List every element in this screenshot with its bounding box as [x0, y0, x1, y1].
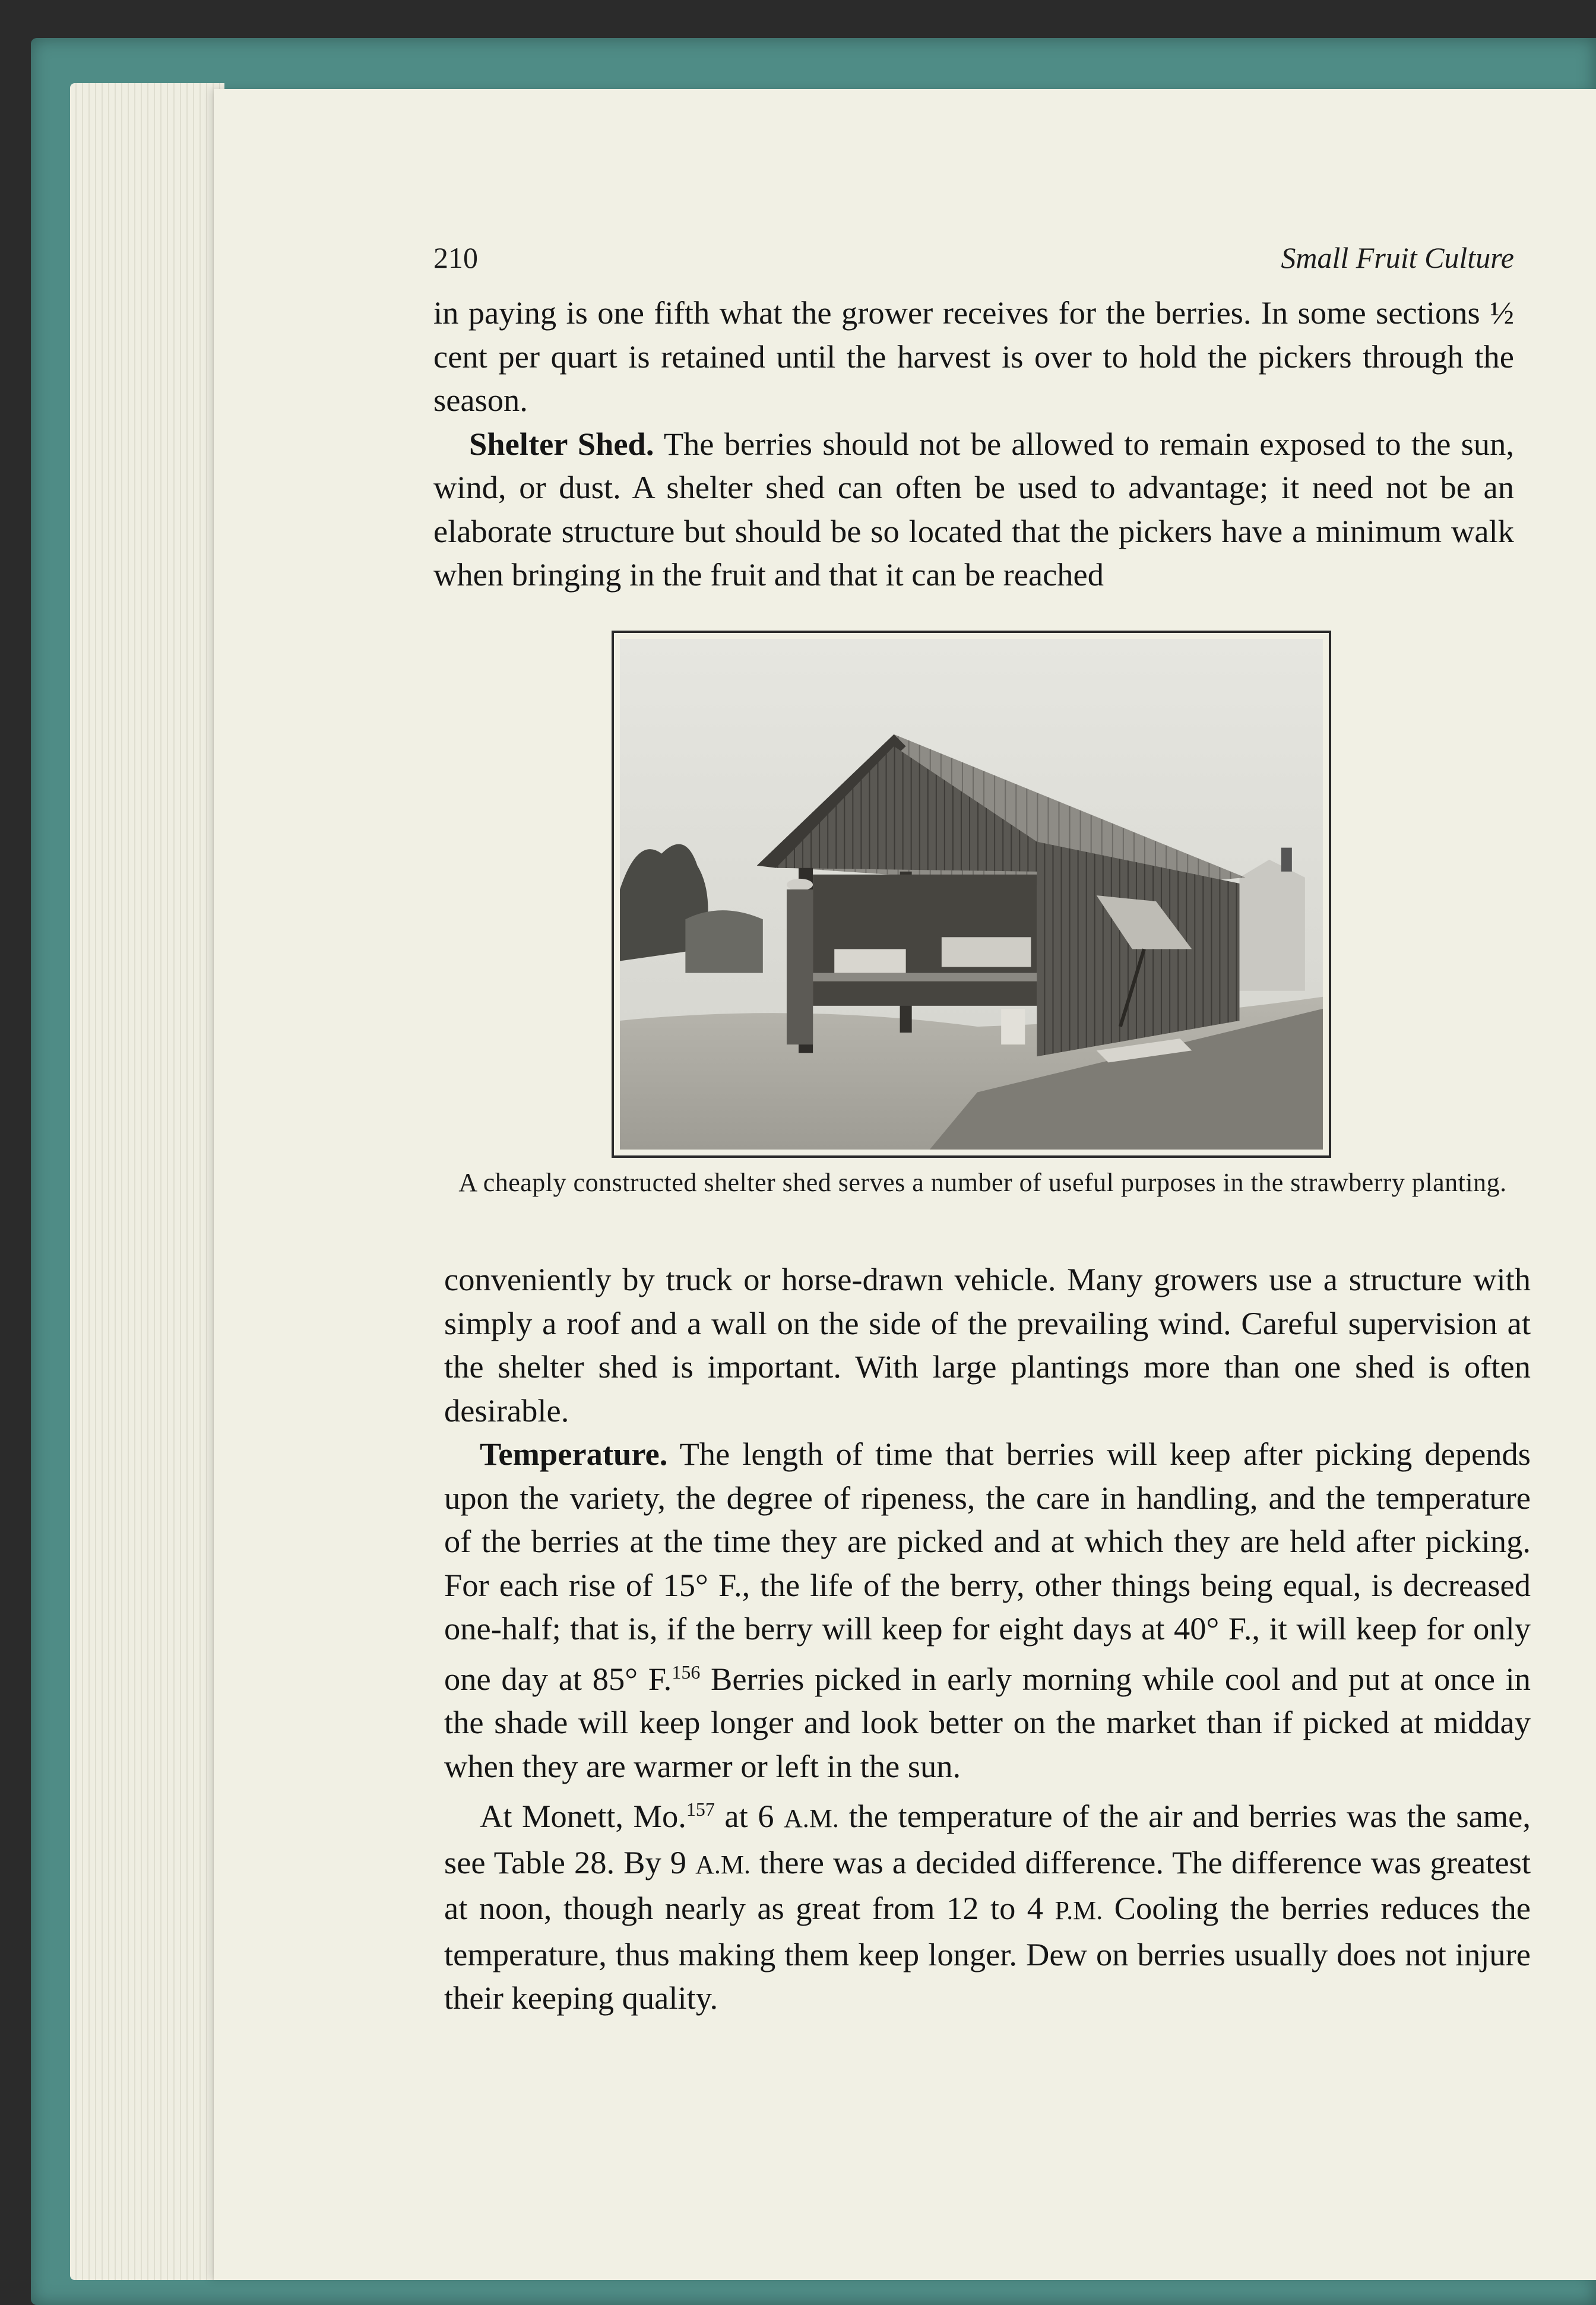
shelter-shed-photo — [612, 631, 1331, 1158]
monett-text-b: at 6 — [714, 1798, 784, 1835]
temperature-text-b: Berries picked in early morning while cool and put at once in the shade will keep longer and look better on the market than if picked at midday when they are warmer or left in the sun. — [444, 1660, 1531, 1784]
paragraph-continuation-2: conveniently by truck or horse-drawn vehicle. Many growers use a structure with simply a roof and a wall on the side of the prevailing wind. Careful supervision at the shelter shed is important. With large plantings more than one shed is often desirable. — [444, 1261, 1531, 1429]
paragraph-temperature — [444, 1432, 1531, 1788]
paragraph-shelter-shed — [433, 422, 1514, 597]
running-title: Small Fruit Culture — [1281, 241, 1514, 274]
shelter-shed-illustration — [620, 639, 1323, 1150]
figure-caption: A cheaply constructed shelter shed serves a number of useful purposes in the strawberry planting. — [458, 1168, 1507, 1197]
heading-shelter-shed: Shelter Shed. — [469, 425, 654, 462]
text-block-bottom — [444, 1258, 1531, 2020]
monett-text-d: there was a decided difference. The difference was greatest at noon, though nearly as great from 12 to 4 — [444, 1844, 1531, 1927]
time-am-1: A.M. — [783, 1804, 839, 1834]
page-edges — [70, 83, 224, 2280]
paragraph-monett — [444, 1788, 1531, 2020]
heading-temperature: Temperature. — [480, 1436, 668, 1472]
monett-text-c: the temperature of the air and berries was the same, see Table 28. By 9 — [444, 1798, 1531, 1880]
footnote-ref-157: 157 — [686, 1799, 715, 1820]
monett-text-e: Cooling the berries reduces the temperature, thus making them keep longer. Dew on berries usually does not injure their keeping quality. — [444, 1890, 1531, 2016]
text-block-top — [433, 291, 1514, 597]
footnote-ref-156: 156 — [672, 1661, 701, 1683]
running-head — [433, 240, 1514, 282]
temperature-text-a: The length of time that berries will keep after picking depends upon the variety, the degree of ripeness, the care in handling, and the temperature of the berries at the time they are picked and at which they are held after picking. For each rise of 15° F., the life of the berry, other things being equal, is decreased one-half; that is, if the berry will keep for eight days at 40° F., it will keep for only one day at 85° F. — [444, 1436, 1531, 1697]
time-pm: P.M. — [1054, 1896, 1103, 1926]
time-am-2: A.M. — [695, 1850, 750, 1879]
monett-text-a: At Monett, Mo. — [480, 1798, 686, 1835]
shelter-shed-text: The berries should not be allowed to remain exposed to the sun, wind, or dust. A shelter shed can often be used to advantage; it need not be an elaborate structure but should be so located that the pickers have a minimum walk when bringing in the fruit and that it can be reached — [433, 425, 1515, 593]
paragraph-continuation: in paying is one fifth what the grower receives for the berries. In some sections ½ cent per quart is retained until the harvest is over to hold the pickers through the season. — [433, 295, 1514, 418]
page-number: 210 — [433, 241, 478, 274]
